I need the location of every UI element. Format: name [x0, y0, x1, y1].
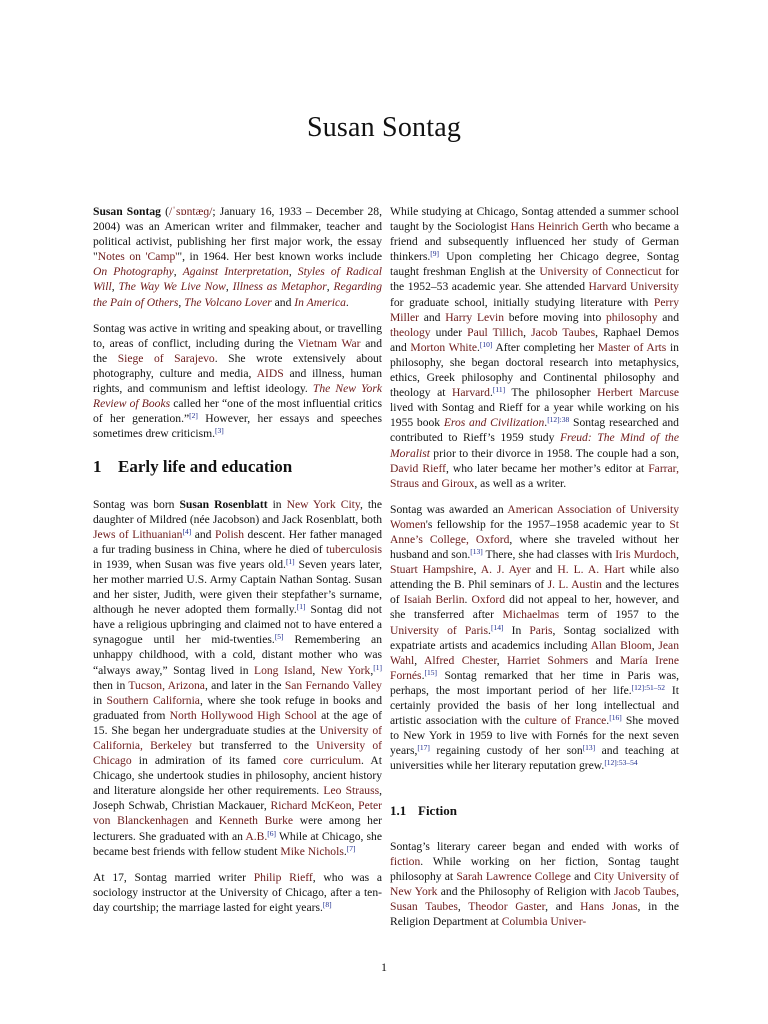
link-fsg[interactable]: Farrar, Straus and Giroux	[390, 461, 679, 490]
link-harry-levin[interactable]: Harry Levin	[445, 310, 504, 324]
link-harvard[interactable]: Harvard	[451, 386, 490, 400]
citation-17[interactable]: [17]	[417, 743, 430, 753]
citation-12[interactable]: [12]:51–52	[631, 682, 665, 692]
link-stuart-hampshire[interactable]: Stuart Hampshire	[390, 563, 474, 577]
citation-11[interactable]: [11]	[492, 385, 506, 395]
link-aj-ayer[interactable]: A. J. Ayer	[480, 563, 531, 577]
link-aids[interactable]: AIDS	[256, 366, 284, 380]
early-life-paragraph: Sontag was born Susan Rosenblatt in New York City, the daughter of Mildred (née Jacobson) and Jack Rosenblatt, both Jews of Lithuanian[4] and Polish descent. Her father managed a fur trading business in China, where he died of tuberculosis in 1939, when Susan was five years old.[1] Seven years later, her mother married U.S. Army Captain Nathan Sontag. Susan and her sister, Judith, were given their stepfather’s surname, although he never adopted them formally.[1] Sontag did not have a religious upbringing and claimed not to have entered a synagogue until her mid-twenties.[5] Remembering an unhappy childhood, with a cold, distant mother who was “always away,” Sontag lived in Long Island, New York,[1] then in Tucson, Arizona, and later in the San Fernando Valley in Southern California, where she took refuge in books and graduated from North Hollywood High School at the age of 15. She began her undergraduate studies at the University of California, Berkeley but transferred to the University of Chicago in admiration of its famed core curriculum. At Chicago, she undertook studies in philosophy, ancient history and literature alongside her other requirements. Leo Strauss, Joseph Schwab, Christian Mackauer, Richard McKeon, Peter von Blanckenhagen and Kenneth Burke were among her lecturers. She graduated with an A.B.[6] While at Chicago, she became best friends with fellow student Mike Nichols.[7]	[93, 497, 383, 858]
intro-paragraph: Susan Sontag (/ˈsɒntæɡ/; January 16, 1933 – December 28, 2004) was an American writer and filmmaker, teacher and political activist, publishing her first major work, the essay "Notes on 'Camp'", in 1964. Her best known works include On Photography, Against Interpretation, Styles of Radical Will, The Way We Live Now, Illness as Metaphor, Regarding the Pain of Others, The Volcano Lover and In America.	[93, 205, 383, 309]
citation-16[interactable]: [16]	[609, 713, 622, 723]
ipa-link[interactable]: /ˈsɒntæɡ/	[168, 205, 213, 218]
link-eros-and-civilization[interactable]: Eros and Civilization	[443, 416, 545, 430]
link-master-of-arts[interactable]: Master of Arts	[597, 340, 667, 354]
link-uc-berkeley[interactable]: University of California, Berkeley	[93, 723, 382, 752]
link-richard-mckeon[interactable]: Richard McKeon	[270, 799, 352, 813]
link-st-annes-college[interactable]: St Anne’s College, Oxford	[390, 517, 679, 546]
citation-1[interactable]: [1]	[296, 602, 306, 612]
link-iris-murdoch[interactable]: Iris Murdoch	[615, 548, 677, 562]
citation-7[interactable]: [7]	[346, 843, 356, 853]
link-tucson[interactable]: Tucson, Arizona	[128, 678, 205, 692]
link-hla-hart[interactable]: H. L. A. Hart	[557, 563, 625, 577]
link-susan-taubes[interactable]: Susan Taubes	[390, 899, 458, 913]
link-sarah-lawrence[interactable]: Sarah Lawrence College	[456, 869, 571, 883]
chicago-paragraph: While studying at Chicago, Sontag attended a summer school taught by the Sociologist Hans Heinrich Gerth who became a friend and subsequently influenced her study of German thinkers.[9] Upon completing her Chicago degree, Sontag taught freshman English at the University of Connecticut for the 1952–53 academic year. She attended Harvard University for graduate school, initially studying literature with Perry Miller and Harry Levin before moving into philosophy and theology under Paul Tillich, Jacob Taubes, Raphael Demos and Morton White.[10] After completing her Master of Arts in philosophy, she began doctoral research into metaphysics, ethics, Greek philosophy and Continental philosophy and theology at Harvard.[11] The philosopher Herbert Marcuse lived with Sontag and Rieff for a year while working on his 1955 book Eros and Civilization.$^{[12]:38}$ Sontag researched and contributed to Rieff’s 1959 study Freud: The Mind of the Moralist prior to their divorce in 1958. The couple had a son, David Rieff, who later became her mother’s editor at Farrar, Straus and Giroux, as well as a writer.	[390, 205, 680, 490]
marriage-paragraph: At 17, Sontag married writer Philip Rieff, who was a sociology instructor at the University of Chicago, after a ten-day courtship; the marriage lasted for eight years.[8]	[93, 870, 383, 914]
oxford-paris-paragraph: Sontag was awarded an American Association of University Women's fellowship for the 1957–1958 academic year to St Anne’s College, Oxford, where she traveled without her husband and son.[13] There, she had classes with Iris Murdoch, Stuart Hampshire, A. J. Ayer and H. L. A. Hart while also attending the B. Phil seminars of J. L. Austin and the lectures of Isaiah Berlin. Oxford did not appeal to her, however, and she transferred after Michaelmas term of 1957 to the University of Paris.[14] In Paris, Sontag socialized with expatriate artists and academics including Allan Bloom, Jean Wahl, Alfred Chester, Harriet Sohmers and María Irene Fornés.[15] Sontag remarked that her time in Paris was, perhaps, the most important period of her life.$^{[12]:51-52}$ It certainly provided the basis of her long intellectual and artistic association with the culture of France.[16] She moved to New York in 1959 to live with Fornés for the next seven years,[17] regaining custody of her son[13] and teaching at universities while her literary reputation grew.$^{[12]:53-54}$	[390, 502, 680, 773]
link-tuberculosis[interactable]: tuberculosis	[325, 542, 382, 556]
link-paris[interactable]: Paris	[529, 623, 553, 637]
link-illness-as-metaphor[interactable]: Illness as Metaphor	[232, 280, 327, 294]
link-culture-of-france[interactable]: culture of France	[524, 714, 607, 728]
link-nyrb[interactable]: The New York Review of Books	[93, 382, 382, 411]
citation-5[interactable]: [5]	[274, 632, 284, 642]
link-oxford[interactable]: Oxford	[471, 593, 506, 607]
link-kenneth-burke[interactable]: Kenneth Burke	[218, 814, 294, 828]
link-peter-von-blanckenhagen[interactable]: Peter von Blanckenhagen	[93, 799, 382, 828]
link-maria-irene-fornes[interactable]: María Irene Fornés	[390, 653, 679, 682]
link-new-york-city[interactable]: New York City	[286, 497, 360, 511]
link-jacob-taubes[interactable]: Jacob Taubes	[613, 884, 677, 898]
citation-1[interactable]: [1]	[373, 662, 382, 672]
link-harvard-university[interactable]: Harvard University	[588, 280, 679, 294]
link-long-island[interactable]: Long Island	[254, 663, 313, 677]
link-jacob-taubes[interactable]: Jacob Taubes	[531, 325, 596, 339]
fiction-paragraph: Sontag’s literary career began and ended with works of fiction. While working on her fiction, Sontag taught philosophy at Sarah Lawrence College and City University of New York and the Philosophy of Religion with Jacob Taubes, Susan Taubes, Theodor Gaster, and Hans Jonas, in the Religion Department at Columbia Univer-	[390, 839, 680, 929]
link-mike-nichols[interactable]: Mike Nichols	[280, 844, 344, 858]
link-ab[interactable]: A.B.	[245, 829, 268, 843]
right-column	[390, 204, 679, 940]
link-uconn[interactable]: University of Connecticut	[539, 265, 662, 279]
subsection-number: 1.1	[390, 803, 407, 819]
citation-3[interactable]: [3]	[215, 426, 224, 436]
link-philosophy[interactable]: philosophy	[605, 310, 658, 324]
link-harriet-sohmers[interactable]: Harriet Sohmers	[507, 653, 589, 667]
link-allan-bloom[interactable]: Allan Bloom	[590, 638, 652, 652]
link-aauw[interactable]: American Association of University Women	[390, 502, 679, 531]
page-number: 1	[381, 960, 387, 974]
link-philip-rieff[interactable]: Philip Rieff	[253, 870, 313, 884]
link-perry-miller[interactable]: Perry Miller	[390, 295, 679, 324]
section-heading-early-life	[93, 457, 382, 477]
link-regarding-the-pain[interactable]: Regarding the Pain of Others	[93, 280, 383, 309]
link-against-interpretation[interactable]: Against Interpretation	[182, 265, 289, 279]
activism-paragraph: Sontag was active in writing and speaking about, or travelling to, areas of conflict, including during the Vietnam War and the Siege of Sarajevo. She wrote extensively about photography, culture and media, AIDS and illness, human rights, and communism and leftist ideology. The New York Review of Books called her “one of the most influential critics of her generation.”[2] However, her essays and speeches sometimes drew criticism.[3]	[93, 321, 383, 441]
link-theology[interactable]: theology	[390, 325, 431, 339]
section-number: 1	[93, 457, 102, 477]
link-alfred-chester[interactable]: Alfred Chester	[423, 653, 497, 667]
link-north-hollywood-hs[interactable]: North Hollywood High School	[169, 708, 317, 722]
link-in-america[interactable]: In America	[294, 295, 346, 309]
citation-13[interactable]: [13]	[582, 743, 596, 753]
link-san-fernando-valley[interactable]: San Fernando Valley	[284, 678, 382, 692]
link-cuny[interactable]: City University of New York	[390, 869, 680, 898]
link-southern-california[interactable]: Southern California	[106, 693, 200, 707]
link-on-photography[interactable]: On Photography	[93, 265, 174, 279]
citation-1[interactable]: [1]	[285, 556, 295, 566]
link-the-volcano-lover[interactable]: The Volcano Lover	[184, 295, 272, 309]
link-notes-on-camp[interactable]: Notes on 'Camp'	[97, 250, 178, 264]
link-theodor-gaster[interactable]: Theodor Gaster	[468, 899, 546, 913]
link-university-of-chicago[interactable]: University of Chicago	[93, 739, 382, 768]
citation-15[interactable]: [15]	[424, 667, 437, 677]
link-columbia-university[interactable]: Columbia Univer-	[501, 915, 587, 929]
link-siege-of-sarajevo[interactable]: Siege of Sarajevo	[117, 351, 215, 365]
link-morton-white[interactable]: Morton White	[410, 340, 477, 354]
link-herbert-marcuse[interactable]: Herbert Marcuse	[597, 386, 679, 400]
subsection-heading-fiction	[390, 803, 679, 818]
link-core-curriculum[interactable]: core curriculum	[283, 754, 362, 768]
citation-6[interactable]: [6]	[267, 828, 277, 838]
link-isaiah-berlin[interactable]: Isaiah Berlin	[403, 593, 465, 607]
citation-4[interactable]: [4]	[182, 526, 192, 536]
link-university-of-paris[interactable]: University of Paris	[390, 623, 489, 637]
link-styles-of-radical-will[interactable]: Styles of Radical Will	[93, 265, 382, 294]
citation-14[interactable]: [14]	[490, 622, 504, 632]
section-title: Early life and education	[118, 457, 293, 477]
page-title: Susan Sontag	[306, 112, 462, 143]
subsection-title: Fiction	[418, 803, 457, 819]
link-polish[interactable]: Polish	[215, 527, 244, 541]
link-hans-jonas[interactable]: Hans Jonas	[580, 899, 638, 913]
citation-8[interactable]: [8]	[322, 899, 332, 909]
citation-2[interactable]: [2]	[189, 411, 198, 421]
citation-9[interactable]: [9]	[430, 249, 439, 259]
subject-name: Susan Sontag	[93, 205, 161, 218]
link-new-york[interactable]: New York	[320, 663, 371, 677]
citation-12[interactable]: [12]:38	[547, 415, 570, 425]
link-vietnam-war[interactable]: Vietnam War	[297, 336, 361, 350]
citation-10[interactable]: [10]	[479, 339, 493, 349]
link-jews-of-lithuanian[interactable]: Jews of Lithuanian	[93, 527, 183, 541]
link-hans-gerth[interactable]: Hans Heinrich Gerth	[510, 220, 609, 234]
link-the-way-we-live-now[interactable]: The Way We Live Now	[118, 280, 226, 294]
link-leo-strauss[interactable]: Leo Strauss	[323, 784, 380, 798]
left-column	[93, 204, 382, 926]
citation-13[interactable]: [13]	[470, 547, 483, 557]
citation-12[interactable]: [12]:53–54	[604, 758, 638, 768]
link-jl-austin[interactable]: J. L. Austin	[547, 578, 602, 592]
link-jean-wahl[interactable]: Jean Wahl	[390, 638, 679, 667]
link-freud-mind-of-moralist[interactable]: Freud: The Mind of the Moralist	[390, 431, 679, 460]
link-michaelmas[interactable]: Michaelmas	[502, 608, 560, 622]
link-paul-tillich[interactable]: Paul Tillich	[467, 325, 524, 339]
link-david-rieff[interactable]: David Rieff	[390, 461, 446, 475]
link-fiction[interactable]: fiction	[390, 854, 421, 868]
